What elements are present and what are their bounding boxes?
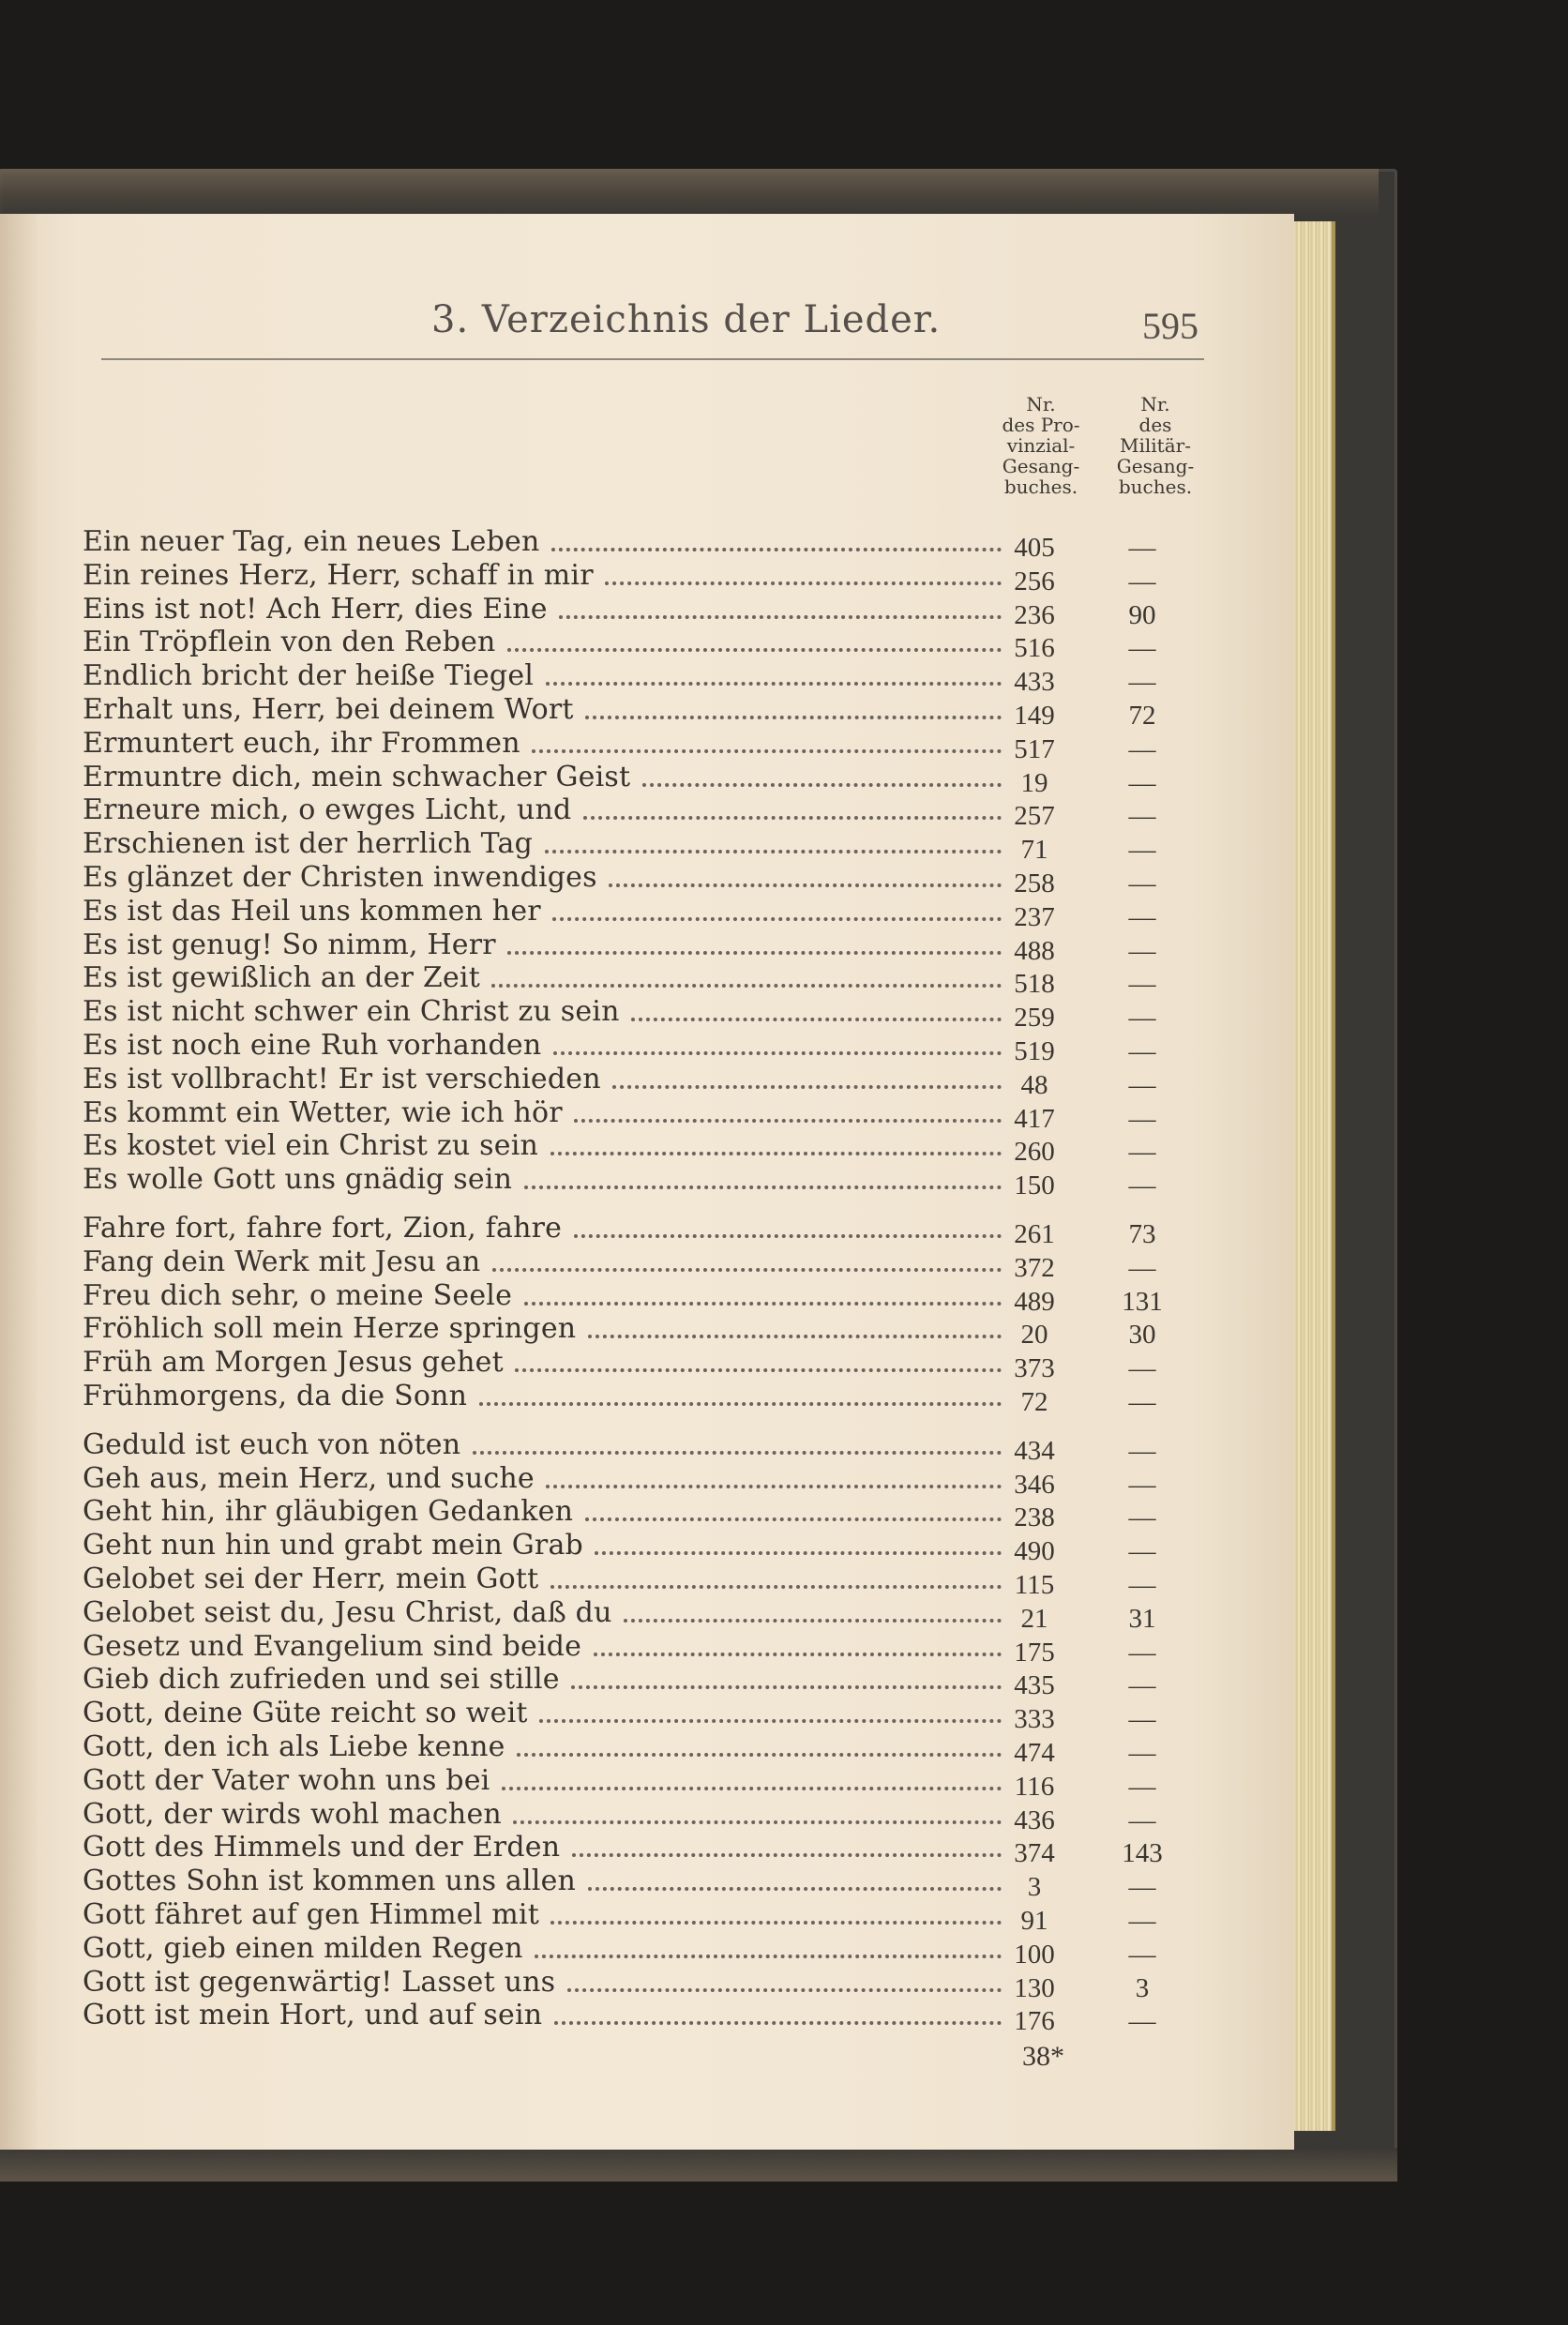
dot-leader — [535, 1955, 1002, 1958]
song-title: Früh am Morgen Jesus gehet — [83, 1346, 504, 1379]
song-entry — [83, 1764, 1217, 1802]
dot-leader — [588, 1335, 1002, 1338]
header-rule — [101, 358, 1204, 360]
cover-top-edge — [0, 169, 1379, 216]
dot-leader — [624, 1619, 1002, 1623]
song-title: Ein Tröpflein von den Reben — [83, 626, 496, 658]
dot-leader — [532, 749, 1002, 753]
song-title: Es ist gewißlich an der Zeit — [83, 961, 480, 994]
song-title: Gott, den ich als Liebe kenne — [83, 1730, 505, 1763]
dot-leader — [507, 951, 1002, 955]
provincial-number: 261 — [1014, 1219, 1055, 1249]
column-header-provincial — [985, 394, 1097, 497]
dot-leader — [507, 648, 1002, 652]
song-title: Gott ist gegenwärtig! Lasset uns — [83, 1966, 556, 1999]
song-entry — [83, 1346, 1217, 1383]
dot-leader — [513, 1820, 1002, 1824]
dot-leader — [642, 783, 1002, 787]
song-title: Gott des Himmels und der Erden — [83, 1831, 561, 1864]
provincial-number: 72 — [1020, 1387, 1048, 1417]
military-number: — — [1128, 1436, 1156, 1466]
song-entry — [83, 1596, 1217, 1634]
song-title: Gott, gieb einen milden Regen — [83, 1932, 523, 1965]
dot-leader — [524, 1302, 1002, 1306]
song-entry — [83, 693, 1217, 731]
provincial-number: 176 — [1014, 2006, 1055, 2036]
song-entry — [83, 1312, 1217, 1350]
song-title: Frühmorgens, da die Sonn — [83, 1380, 468, 1412]
dot-leader — [546, 682, 1002, 686]
military-number: — — [1128, 667, 1156, 697]
song-title: Geduld ist euch von nöten — [83, 1428, 461, 1461]
dot-leader — [595, 1551, 1002, 1555]
provincial-number: 175 — [1014, 1638, 1055, 1668]
song-title: Eins ist not! Ach Herr, dies Eine — [83, 593, 548, 626]
military-number: — — [1128, 1940, 1156, 1970]
provincial-number: 238 — [1014, 1502, 1055, 1532]
song-entry — [83, 1932, 1217, 1970]
song-entry — [83, 995, 1217, 1033]
military-number: — — [1128, 633, 1156, 663]
provincial-number: 417 — [1014, 1104, 1055, 1134]
dot-leader — [585, 1517, 1002, 1521]
song-entry — [83, 1999, 1217, 2036]
song-title: Erhalt uns, Herr, bei deinem Wort — [83, 693, 574, 726]
provincial-number: 236 — [1014, 600, 1055, 630]
provincial-number: 374 — [1014, 1838, 1055, 1868]
song-entry — [83, 1865, 1217, 1902]
song-title: Es ist vollbracht! Er ist verschieden — [83, 1063, 601, 1095]
dot-leader — [550, 1921, 1002, 1925]
military-number: — — [1128, 1536, 1156, 1566]
song-entry — [83, 1966, 1217, 2003]
military-number: — — [1128, 2006, 1156, 2036]
song-entry — [83, 1246, 1217, 1283]
provincial-number: 48 — [1020, 1070, 1048, 1100]
song-entry — [83, 727, 1217, 764]
song-title: Es ist nicht schwer ein Christ zu sein — [83, 995, 620, 1028]
song-title: Ermuntert euch, ihr Frommen — [83, 727, 520, 760]
provincial-number: 149 — [1014, 701, 1055, 731]
song-title: Es ist genug! So nimm, Herr — [83, 928, 496, 961]
column-header-line: buches. — [1003, 476, 1078, 498]
column-header-line: vinzial- — [1006, 434, 1076, 457]
song-entry — [83, 761, 1217, 798]
song-title: Es ist das Heil uns kommen her — [83, 895, 541, 928]
military-number: 90 — [1128, 600, 1156, 630]
dot-leader — [551, 548, 1002, 551]
military-number: — — [1128, 1470, 1156, 1500]
dot-leader — [553, 1051, 1002, 1055]
page-number: 595 — [1142, 305, 1199, 347]
song-title: Gottes Sohn ist kommen uns allen — [83, 1865, 577, 1897]
column-header-line: Militär- — [1120, 434, 1191, 457]
song-title: Es kostet viel ein Christ zu sein — [83, 1129, 539, 1162]
military-number: — — [1128, 1353, 1156, 1383]
song-title: Ein reines Herz, Herr, schaff in mir — [83, 559, 594, 592]
military-number: — — [1128, 1104, 1156, 1134]
column-header-military — [1099, 394, 1212, 497]
song-entry — [83, 525, 1217, 563]
military-number: — — [1128, 566, 1156, 596]
column-header-line: Nr. — [1140, 393, 1170, 415]
song-entry — [83, 1428, 1217, 1466]
dot-leader — [524, 1185, 1002, 1189]
provincial-number: 71 — [1020, 835, 1048, 865]
column-header-line: des Pro- — [1002, 414, 1080, 436]
provincial-number: 516 — [1014, 633, 1055, 663]
provincial-number: 346 — [1014, 1470, 1055, 1500]
provincial-number: 21 — [1020, 1604, 1048, 1634]
provincial-number: 115 — [1014, 1570, 1055, 1600]
provincial-number: 256 — [1014, 566, 1055, 596]
military-number: 3 — [1135, 1973, 1150, 2003]
song-entry — [83, 1495, 1217, 1532]
song-title: Geht nun hin und grabt mein Grab — [83, 1529, 583, 1562]
military-number: — — [1128, 1170, 1156, 1200]
military-number: 31 — [1128, 1604, 1156, 1634]
dot-leader — [571, 1685, 1002, 1689]
dot-leader — [574, 1119, 1002, 1123]
song-entry — [83, 1697, 1217, 1734]
provincial-number: 91 — [1020, 1906, 1048, 1936]
provincial-number: 434 — [1014, 1436, 1055, 1466]
military-number: — — [1128, 734, 1156, 764]
song-title: Gesetz und Evangelium sind beide — [83, 1630, 582, 1663]
song-entry — [83, 827, 1217, 865]
dot-leader — [585, 716, 1002, 719]
song-entry — [83, 1096, 1217, 1134]
military-number: — — [1128, 1670, 1156, 1700]
provincial-number: 373 — [1014, 1353, 1055, 1383]
dot-leader — [492, 1268, 1002, 1272]
dot-leader — [550, 1152, 1002, 1155]
song-entry — [83, 961, 1217, 999]
signature-mark: 38* — [1022, 2041, 1064, 2072]
military-number: — — [1128, 1036, 1156, 1066]
military-number: 73 — [1128, 1219, 1156, 1249]
military-number: — — [1128, 902, 1156, 932]
provincial-number: 3 — [1027, 1872, 1042, 1902]
song-title: Es kommt ein Wetter, wie ich hör — [83, 1096, 563, 1129]
provincial-number: 405 — [1014, 533, 1055, 563]
song-entry — [83, 1831, 1217, 1868]
song-title: Fang dein Werk mit Jesu an — [83, 1246, 481, 1278]
song-entry — [83, 1663, 1217, 1700]
column-header-line: Nr. — [1026, 393, 1056, 415]
dot-leader — [612, 1085, 1002, 1089]
song-entry — [83, 1529, 1217, 1566]
song-title: Gott ist mein Hort, und auf sein — [83, 1999, 543, 2031]
dot-leader — [502, 1787, 1002, 1790]
song-entry — [83, 1029, 1217, 1066]
military-number: — — [1128, 1137, 1156, 1167]
provincial-number: 474 — [1014, 1738, 1055, 1768]
song-title: Ein neuer Tag, ein neues Leben — [83, 525, 540, 558]
provincial-number: 116 — [1014, 1772, 1055, 1802]
dot-leader — [605, 581, 1002, 585]
dot-leader — [559, 615, 1002, 619]
song-entry — [83, 593, 1217, 630]
song-entry — [83, 659, 1217, 697]
dot-leader — [609, 883, 1002, 887]
provincial-number: 257 — [1014, 801, 1055, 831]
dot-leader — [572, 1853, 1002, 1857]
song-title: Geh aus, mein Herz, und suche — [83, 1462, 535, 1495]
song-entry — [83, 1163, 1217, 1200]
song-title: Fröhlich soll mein Herze springen — [83, 1312, 577, 1345]
provincial-number: 260 — [1014, 1137, 1055, 1167]
song-title: Gieb dich zufrieden und sei stille — [83, 1663, 560, 1696]
song-entry — [83, 793, 1217, 831]
military-number: — — [1128, 1772, 1156, 1802]
military-number: 30 — [1128, 1320, 1156, 1350]
provincial-number: 488 — [1014, 936, 1055, 966]
provincial-number: 130 — [1014, 1973, 1055, 2003]
song-entry — [83, 928, 1217, 966]
military-number: — — [1128, 969, 1156, 999]
song-title: Gott der Vater wohn uns bei — [83, 1764, 490, 1797]
song-entry — [83, 1898, 1217, 1936]
dot-leader — [517, 1753, 1002, 1757]
provincial-number: 237 — [1014, 902, 1055, 932]
column-header-line: buches. — [1118, 476, 1193, 498]
song-entry — [83, 861, 1217, 898]
song-entry — [83, 1563, 1217, 1600]
dot-leader — [552, 917, 1002, 921]
military-number: — — [1128, 1502, 1156, 1532]
song-title: Freu dich sehr, o meine Seele — [83, 1279, 513, 1312]
military-number: — — [1128, 936, 1156, 966]
song-entry — [83, 1380, 1217, 1417]
song-entry — [83, 1279, 1217, 1317]
provincial-number: 519 — [1014, 1036, 1055, 1066]
song-entry — [83, 1129, 1217, 1167]
provincial-number: 372 — [1014, 1253, 1055, 1283]
military-number: — — [1128, 801, 1156, 831]
dot-leader — [588, 1887, 1002, 1891]
military-number: — — [1128, 1570, 1156, 1600]
song-title: Es glänzet der Christen inwendiges — [83, 861, 597, 894]
military-number: — — [1128, 1003, 1156, 1033]
dot-leader — [567, 1988, 1002, 1992]
provincial-number: 436 — [1014, 1805, 1055, 1835]
dot-leader — [594, 1653, 1002, 1656]
dot-leader — [545, 850, 1002, 853]
song-title: Es wolle Gott uns gnädig sein — [83, 1163, 513, 1196]
military-number: — — [1128, 533, 1156, 563]
military-number: — — [1128, 1872, 1156, 1902]
dot-leader — [550, 1585, 1002, 1589]
military-number: — — [1128, 1906, 1156, 1936]
military-number: 131 — [1122, 1287, 1163, 1317]
provincial-number: 433 — [1014, 667, 1055, 697]
page-gutter — [0, 214, 38, 2150]
military-number: — — [1128, 1253, 1156, 1283]
cover-bottom-edge — [0, 2148, 1397, 2182]
military-number: 72 — [1128, 701, 1156, 731]
song-entry — [83, 895, 1217, 932]
song-entry — [83, 1730, 1217, 1768]
military-number: — — [1128, 768, 1156, 798]
military-number: — — [1128, 835, 1156, 865]
provincial-number: 100 — [1014, 1940, 1055, 1970]
provincial-number: 435 — [1014, 1670, 1055, 1700]
dot-leader — [631, 1018, 1002, 1021]
song-entry — [83, 1212, 1217, 1249]
song-title: Ermuntre dich, mein schwacher Geist — [83, 761, 631, 793]
provincial-number: 150 — [1014, 1170, 1055, 1200]
dot-leader — [479, 1402, 1002, 1406]
military-number: — — [1128, 1805, 1156, 1835]
dot-leader — [574, 1234, 1002, 1238]
provincial-number: 19 — [1020, 768, 1048, 798]
military-number: 143 — [1122, 1838, 1163, 1868]
military-number: — — [1128, 1638, 1156, 1668]
song-title: Gelobet sei der Herr, mein Gott — [83, 1563, 539, 1595]
column-header-line: Gesang- — [1116, 455, 1195, 477]
song-title: Fahre fort, fahre fort, Zion, fahre — [83, 1212, 563, 1245]
dot-leader — [473, 1451, 1002, 1455]
column-header-line: des — [1138, 414, 1172, 436]
provincial-number: 20 — [1020, 1320, 1048, 1350]
provincial-number: 517 — [1014, 734, 1055, 764]
provincial-number: 489 — [1014, 1287, 1055, 1317]
song-entry — [83, 626, 1217, 663]
dot-leader — [515, 1368, 1002, 1372]
song-entry — [83, 559, 1217, 596]
military-number: — — [1128, 1738, 1156, 1768]
military-number: — — [1128, 1704, 1156, 1734]
song-title: Endlich bricht der heiße Tiegel — [83, 659, 535, 692]
running-head-title: 3. Verzeichnis der Lieder. — [431, 298, 942, 341]
song-title: Erneure mich, o ewges Licht, und — [83, 793, 572, 826]
military-number: — — [1128, 1387, 1156, 1417]
song-entry — [83, 1798, 1217, 1835]
song-title: Es ist noch eine Ruh vorhanden — [83, 1029, 542, 1062]
song-entry — [83, 1063, 1217, 1100]
provincial-number: 258 — [1014, 868, 1055, 898]
provincial-number: 333 — [1014, 1704, 1055, 1734]
dot-leader — [554, 2021, 1002, 2025]
song-title: Geht hin, ihr gläubigen Gedanken — [83, 1495, 574, 1528]
provincial-number: 259 — [1014, 1003, 1055, 1033]
song-entry — [83, 1630, 1217, 1668]
song-title: Erschienen ist der herrlich Tag — [83, 827, 534, 860]
dot-leader — [583, 816, 1002, 820]
provincial-number: 490 — [1014, 1536, 1055, 1566]
dot-leader — [546, 1485, 1002, 1488]
dot-leader — [491, 984, 1002, 988]
song-title: Gott, der wirds wohl machen — [83, 1798, 502, 1831]
song-entry — [83, 1462, 1217, 1500]
provincial-number: 518 — [1014, 969, 1055, 999]
song-title: Gelobet seist du, Jesu Christ, daß du — [83, 1596, 612, 1629]
military-number: — — [1128, 1070, 1156, 1100]
dot-leader — [539, 1719, 1002, 1723]
song-title: Gott fähret auf gen Himmel mit — [83, 1898, 539, 1931]
military-number: — — [1128, 868, 1156, 898]
song-title: Gott, deine Güte reicht so weit — [83, 1697, 528, 1729]
column-header-line: Gesang- — [1002, 455, 1080, 477]
